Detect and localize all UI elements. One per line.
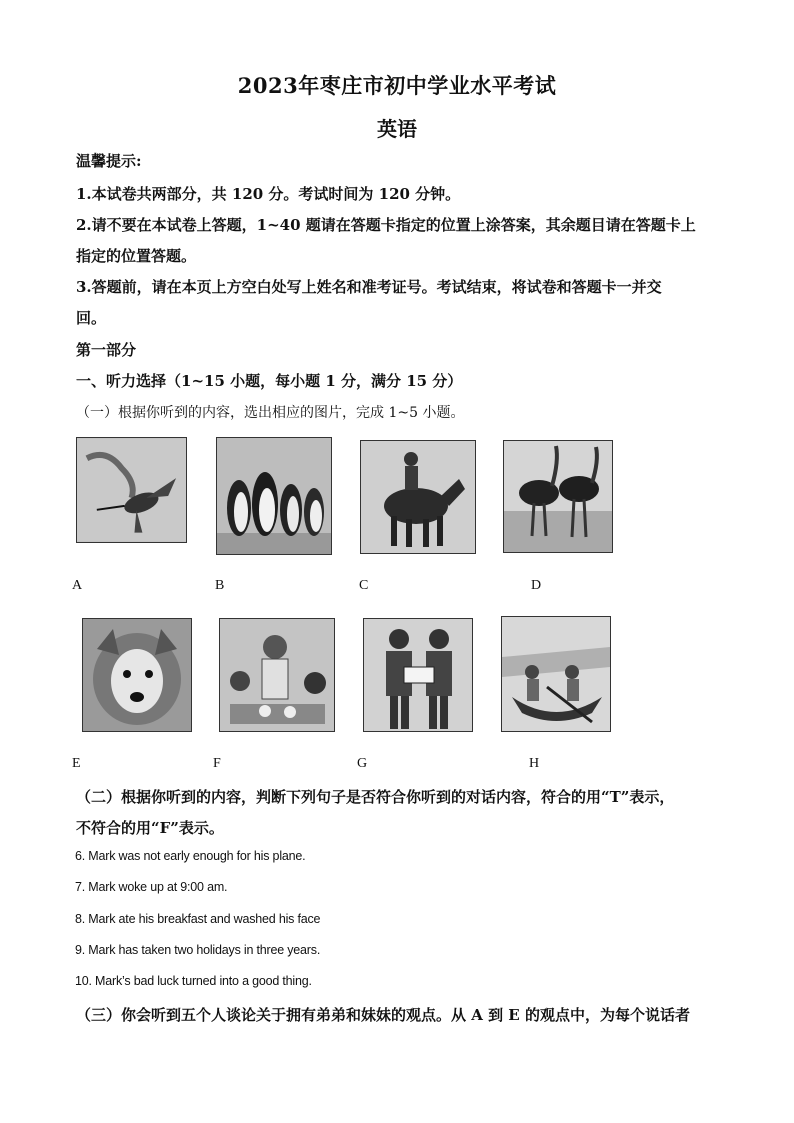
- family-meal-icon: [220, 619, 334, 731]
- question-9: 9. Mark has taken two holidays in three years.: [75, 943, 321, 957]
- picture-g: [363, 618, 473, 732]
- section-heading: 一、听力选择（1~15 小题，每小题 1 分，满分 15 分）: [76, 372, 463, 390]
- question-10: 10. Mark’s bad luck turned into a good thing.: [75, 974, 312, 988]
- picture-f: [219, 618, 335, 732]
- picture-h: [501, 616, 611, 732]
- picture-label-g: G: [357, 756, 368, 771]
- penguins-icon: [217, 438, 331, 554]
- picture-a: [76, 437, 187, 543]
- picture-label-f: F: [213, 756, 221, 771]
- picture-b: [216, 437, 332, 555]
- subject-title: 英语: [377, 117, 417, 141]
- picture-label-a: A: [72, 578, 83, 593]
- notice-heading: 温馨提示:: [76, 152, 142, 170]
- question-6: 6. Mark was not early enough for his plane.: [75, 849, 306, 863]
- picture-d: [503, 440, 613, 553]
- question-8: 8. Mark ate his breakfast and washed his face: [75, 912, 321, 926]
- notice-line-1: 1.本试卷共两部分，共 120 分。考试时间为 120 分钟。: [76, 185, 461, 203]
- picture-c: [360, 440, 476, 554]
- boat-icon: [502, 617, 610, 731]
- notice-line-2b: 指定的位置答题。: [76, 247, 197, 265]
- picture-label-h: H: [529, 756, 540, 771]
- notice-line-3a: 3.答题前，请在本页上方空白处写上姓名和准考证号。考试结束，将试卷和答题卡一并交: [76, 278, 662, 296]
- picture-label-c: C: [359, 578, 369, 593]
- hummingbird-icon: [77, 438, 186, 542]
- horse-rider-icon: [361, 441, 475, 553]
- picture-label-e: E: [72, 756, 81, 771]
- subsection-2-line-2: 不符合的用“F”表示。: [76, 819, 224, 837]
- subsection-1: （一）根据你听到的内容，选出相应的图片，完成 1~5 小题。: [76, 405, 465, 421]
- two-readers-icon: [364, 619, 472, 731]
- picture-e: [82, 618, 192, 732]
- notice-line-3b: 回。: [76, 309, 107, 327]
- subsection-3: （三）你会听到五个人谈论关于拥有弟弟和妹妹的观点。从 A 到 E 的观点中，为每个说话者: [76, 1006, 690, 1024]
- picture-label-b: B: [215, 578, 225, 593]
- picture-label-d: D: [531, 578, 542, 593]
- ostriches-icon: [504, 441, 612, 552]
- question-7: 7. Mark woke up at 9:00 am.: [75, 880, 228, 894]
- subsection-2-line-1: （二）根据你听到的内容，判断下列句子是否符合你听到的对话内容，符合的用“T”表示，: [76, 788, 675, 806]
- notice-line-2a: 2.请不要在本试卷上答题，1~40 题请在答题卡指定的位置上涂答案，其余题目请在答题卡上: [76, 216, 696, 234]
- dog-icon: [83, 619, 191, 731]
- exam-title: 2023年枣庄市初中学业水平考试: [237, 73, 557, 98]
- part-heading: 第一部分: [76, 341, 137, 359]
